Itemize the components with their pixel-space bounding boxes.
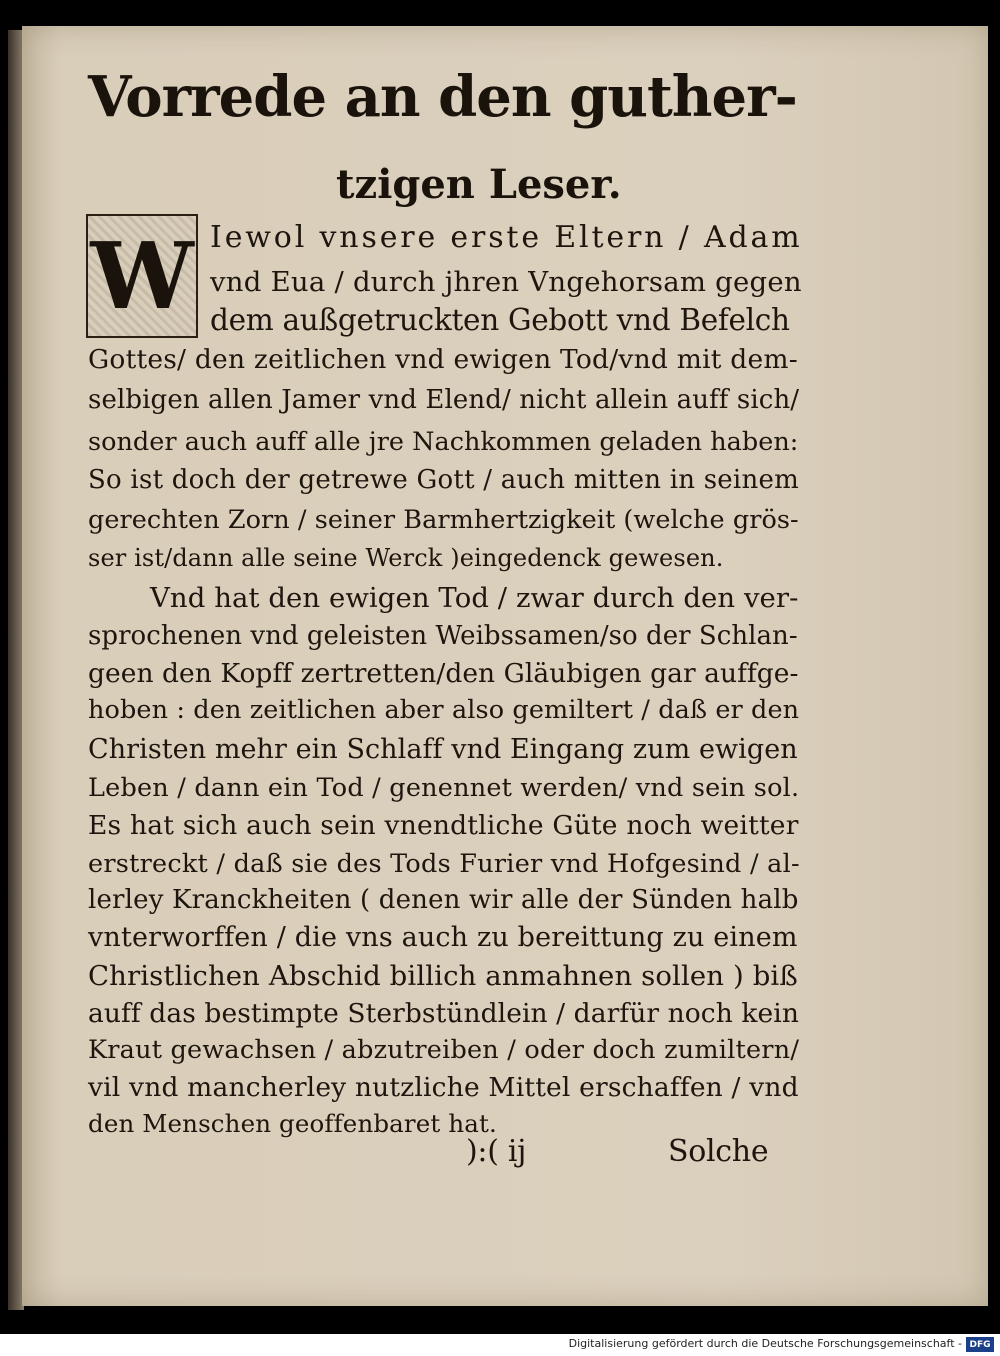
page-heading-continuation: tzigen Leser. xyxy=(336,161,622,208)
text-line: Iewol vnsere erste Eltern / Adam xyxy=(210,220,803,255)
text-line: den Menschen geoffenbaret hat. xyxy=(88,1109,497,1138)
text-line: Vnd hat den ewigen Tod / zwar durch den ver- xyxy=(150,582,799,614)
text-line: vil vnd mancherley nutzliche Mittel erschaffen / vnd xyxy=(88,1072,799,1103)
text-line: Christlichen Abschid billich anmahnen sollen ) biß xyxy=(88,960,798,992)
text-line: selbigen allen Jamer vnd Elend/ nicht allein auff sich/ xyxy=(88,385,800,415)
text-line: gerechten Zorn / seiner Barmhertzigkeit (welche grös- xyxy=(88,505,799,535)
text-line: erstreckt / daß sie des Tods Furier vnd Hofgesind / al- xyxy=(88,849,800,879)
text-line: Christen mehr ein Schlaff vnd Eingang zum ewigen xyxy=(88,734,798,765)
text-line: hoben : den zeitlichen aber also gemiltert / daß er den xyxy=(88,695,800,725)
text-line: Gottes/ den zeitlichen vnd ewigen Tod/vnd mit dem- xyxy=(88,344,798,375)
dfg-logo: DFG xyxy=(966,1337,994,1352)
page-heading: Vorrede an den guther- xyxy=(88,64,797,130)
text-line: Es hat sich auch sein vnendtliche Güte noch weitter xyxy=(88,810,799,841)
text-line: sprochenen vnd geleisten Weibssamen/so der Schlan- xyxy=(88,621,798,651)
text-line: dem außgetruckten Gebott vnd Befelch xyxy=(210,303,790,337)
text-line: So ist doch der getrewe Gott / auch mitten in seinem xyxy=(88,465,799,495)
text-line: ser ist/dann alle seine Werck )eingedenck gewesen. xyxy=(88,544,724,572)
funding-credit: Digitalisierung gefördert durch die Deutsche Forschungsgemeinschaft - xyxy=(568,1337,962,1350)
text-line: vnterworffen / die vns auch zu bereittung zu einem xyxy=(88,922,798,953)
decorated-initial: W xyxy=(86,214,198,338)
text-line: lerley Kranckheiten ( denen wir alle der Sünden halb xyxy=(88,885,799,915)
text-line: vnd Eua / durch jhren Vngehorsam gegen xyxy=(210,266,802,298)
text-line: Kraut gewachsen / abzutreiben / oder doch zumiltern/ xyxy=(88,1035,800,1065)
text-line: Leben / dann ein Tod / genennet werden/ vnd sein sol. xyxy=(88,773,800,803)
signature-mark: ):( ij xyxy=(466,1134,527,1169)
footer-bar xyxy=(0,1334,1000,1356)
catchword: Solche xyxy=(668,1134,769,1169)
text-line: auff das bestimpte Sterbstündlein / darfür noch kein xyxy=(88,998,799,1029)
text-line: geen den Kopff zertretten/den Gläubigen gar auffge- xyxy=(88,658,799,689)
text-line: sonder auch auff alle jre Nachkommen geladen haben: xyxy=(88,427,799,457)
